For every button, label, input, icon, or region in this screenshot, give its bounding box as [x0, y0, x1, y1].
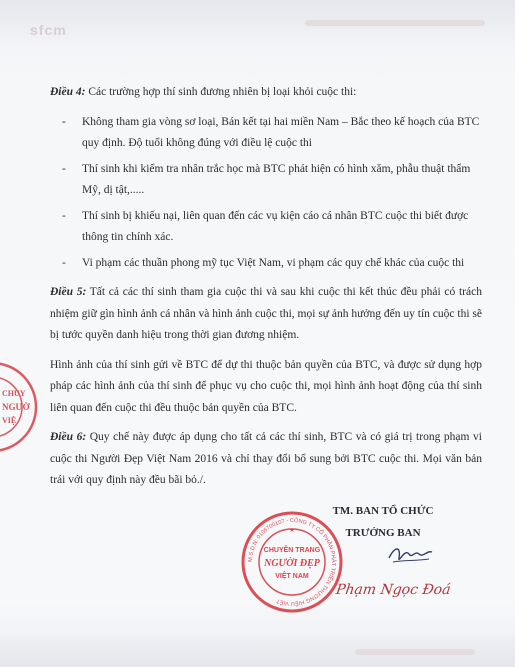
- document-body: [50, 82, 482, 500]
- signature-title-line: TRƯỞNG BAN: [345, 527, 421, 539]
- bullet-dash: -: [62, 115, 66, 128]
- seal-ring-text: M.S.D.N: 0106700107 - CÔNG TY CỔ PHẦN PHÁT TRIỂN THƯƠNG HIỆU VIỆT: [247, 517, 337, 607]
- signature-block: [318, 500, 448, 544]
- article-4-text: Các trường hợp thí sinh đương nhiên bị loại khỏi cuộc thi:: [85, 86, 357, 98]
- article-4-list: [50, 112, 482, 275]
- side-seal-stamp: [0, 358, 40, 456]
- list-item-text: Thí sinh bị khiếu nại, liên quan đến các vụ kiện cáo cá nhân BTC cuộc thi biết được thông tin chính xác.: [82, 209, 469, 243]
- side-seal-line1: CHUY: [2, 389, 26, 398]
- top-watermark-band: [0, 0, 515, 48]
- article-4-label: Điều 4:: [50, 86, 86, 98]
- article-6-text: Quy chế này được áp dụng cho tất cả các thí sinh, BTC và có giá trị trong phạm vi cuộc thi Người Đẹp Việt Nam 2016 và chỉ thay đổi bổ sung bởi BTC cuộc thi. Mọi văn bản trái với quy định này đều bãi bỏ./.: [50, 431, 482, 486]
- top-watermark-bar: [305, 20, 485, 26]
- bullet-dash: -: [62, 209, 66, 222]
- article-5-label: Điều 5:: [50, 286, 87, 298]
- article-4-heading: [50, 82, 482, 104]
- list-item: [50, 253, 482, 275]
- list-item: [50, 159, 482, 202]
- article-6-label: Điều 6:: [50, 431, 87, 443]
- article-6: [50, 427, 482, 492]
- side-seal-line2: NGƯỜ: [2, 402, 30, 412]
- seal-line1: CHUYÊN TRANG: [263, 547, 321, 554]
- article-5: [50, 282, 482, 347]
- list-item-text: Không tham gia vòng sơ loại, Bán kết tại hai miền Nam – Bắc theo kế hoạch của BTC quy định. Độ tuổi không đúng với điều lệ cuộc thi: [82, 115, 480, 149]
- top-watermark-text: sfcm: [30, 22, 67, 38]
- list-item-text: Thí sinh khi kiểm tra nhân trắc học mà BTC phát hiện có hình xăm, phẫu thuật thẩm Mỹ, dị tật,.....: [82, 162, 471, 196]
- seal-line3: VIỆT NAM: [275, 573, 309, 580]
- handwritten-signature: [385, 540, 435, 570]
- signature-org-line: TM. BAN TỔ CHỨC: [332, 505, 434, 517]
- bullet-dash: -: [62, 256, 66, 269]
- bottom-watermark-bar: [355, 649, 475, 655]
- list-item: [50, 112, 482, 155]
- signer-name: Phạm Ngọc Đoá: [334, 582, 452, 598]
- bullet-dash: -: [62, 162, 66, 175]
- image-rights-paragraph: Hình ảnh của thí sinh gửi về BTC để dự thi thuộc bản quyền của BTC, và được sử dụng hợp pháp các hình ảnh của thí sinh để phục vụ cho cuộc thi, mọi hình ảnh hoạt động của thí sinh liên quan đến cuộc thi đều thuộc bản quyền của BTC.: [50, 358, 482, 414]
- list-item: [50, 206, 482, 249]
- article-5-text: Tất cả các thí sinh tham gia cuộc thi và sau khi cuộc thi kết thúc đều phải có trách nhiệm giữ gìn hình ảnh cá nhân và hình ảnh cuộc thi, mọi sự ảnh hưởng đến uy tín cuộc thi sẽ bị tước quyền danh hiệu trong thời gian đương nhiệm.: [50, 286, 482, 341]
- side-seal-line3: VIỆ: [2, 416, 17, 425]
- seal-star-icon: ★: [289, 528, 295, 534]
- seal-line2: NGƯỜI ĐẸP: [264, 558, 320, 569]
- list-item-text: Vi phạm các thuần phong mỹ tục Việt Nam, vi phạm các quy chế khác của cuộc thi: [82, 256, 465, 269]
- bottom-watermark-band: [0, 631, 515, 667]
